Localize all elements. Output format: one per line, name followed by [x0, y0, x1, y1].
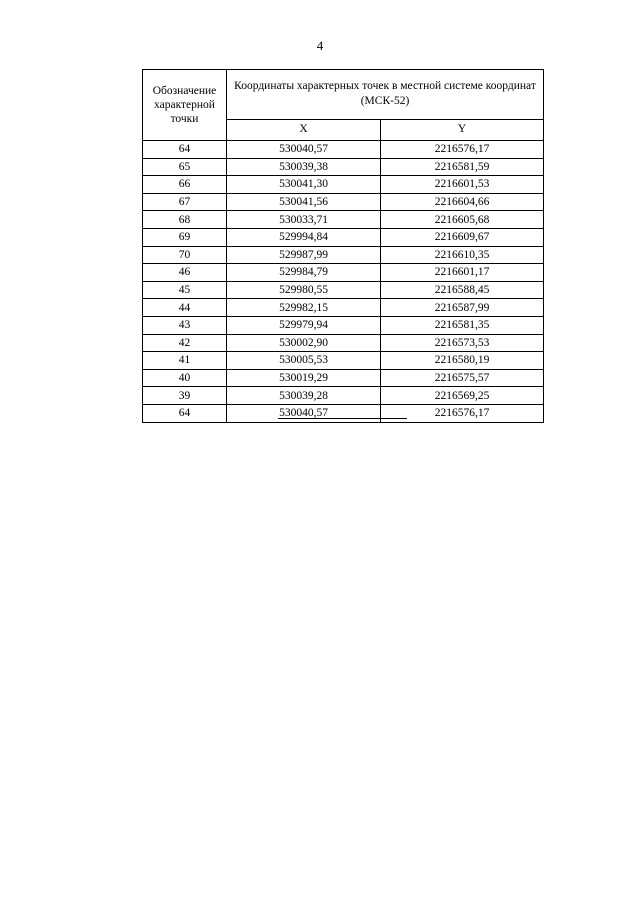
table-row [143, 264, 544, 282]
point-cell: 39 [143, 387, 227, 405]
point-cell: 42 [143, 334, 227, 352]
y-cell: 2216580,19 [381, 352, 544, 370]
y-cell: 2216601,53 [381, 176, 544, 194]
table-row [143, 141, 544, 159]
x-cell: 529980,55 [227, 281, 381, 299]
x-cell: 530041,56 [227, 193, 381, 211]
x-cell: 530041,30 [227, 176, 381, 194]
table-row [143, 193, 544, 211]
point-cell: 44 [143, 299, 227, 317]
point-cell: 40 [143, 369, 227, 387]
table-row [143, 404, 544, 422]
y-cell: 2216609,67 [381, 228, 544, 246]
point-cell: 41 [143, 352, 227, 370]
y-cell: 2216610,35 [381, 246, 544, 264]
x-cell: 530005,53 [227, 352, 381, 370]
point-cell: 64 [143, 404, 227, 422]
table-row [143, 369, 544, 387]
x-cell: 529982,15 [227, 299, 381, 317]
table-row [143, 176, 544, 194]
x-column-header: X [227, 119, 381, 140]
coordinates-header: Координаты характерных точек в местной системе координат (МСК-52) [227, 70, 544, 120]
x-cell: 529984,79 [227, 264, 381, 282]
x-cell: 530040,57 [227, 141, 381, 159]
point-cell: 45 [143, 281, 227, 299]
y-cell: 2216605,68 [381, 211, 544, 229]
table-row [143, 299, 544, 317]
y-cell: 2216588,45 [381, 281, 544, 299]
table-row [143, 334, 544, 352]
table-row [143, 387, 544, 405]
table-row [143, 246, 544, 264]
x-cell: 530033,71 [227, 211, 381, 229]
point-cell: 43 [143, 316, 227, 334]
point-cell: 67 [143, 193, 227, 211]
y-cell: 2216569,25 [381, 387, 544, 405]
x-cell: 529979,94 [227, 316, 381, 334]
table-row [143, 158, 544, 176]
x-cell: 530019,29 [227, 369, 381, 387]
coordinates-table [142, 69, 544, 423]
point-cell: 70 [143, 246, 227, 264]
table-row [143, 352, 544, 370]
point-cell: 66 [143, 176, 227, 194]
x-cell: 529987,99 [227, 246, 381, 264]
point-cell: 64 [143, 141, 227, 159]
y-cell: 2216601,17 [381, 264, 544, 282]
x-cell: 530039,28 [227, 387, 381, 405]
closing-rule [278, 418, 407, 419]
y-cell: 2216604,66 [381, 193, 544, 211]
table-row [143, 316, 544, 334]
table-row [143, 281, 544, 299]
y-cell: 2216581,35 [381, 316, 544, 334]
table-row [143, 211, 544, 229]
point-cell: 46 [143, 264, 227, 282]
point-cell: 65 [143, 158, 227, 176]
point-cell: 68 [143, 211, 227, 229]
y-column-header: Y [381, 119, 544, 140]
y-cell: 2216575,57 [381, 369, 544, 387]
x-cell: 529994,84 [227, 228, 381, 246]
page-number: 4 [316, 38, 324, 53]
y-cell: 2216581,59 [381, 158, 544, 176]
x-cell: 530002,90 [227, 334, 381, 352]
point-designation-header: Обозначение характерной точки [143, 70, 227, 141]
point-cell: 69 [143, 228, 227, 246]
x-cell: 530039,38 [227, 158, 381, 176]
y-cell: 2216587,99 [381, 299, 544, 317]
y-cell: 2216573,53 [381, 334, 544, 352]
y-cell: 2216576,17 [381, 404, 544, 422]
y-cell: 2216576,17 [381, 141, 544, 159]
x-cell: 530040,57 [227, 404, 381, 422]
table-row [143, 228, 544, 246]
